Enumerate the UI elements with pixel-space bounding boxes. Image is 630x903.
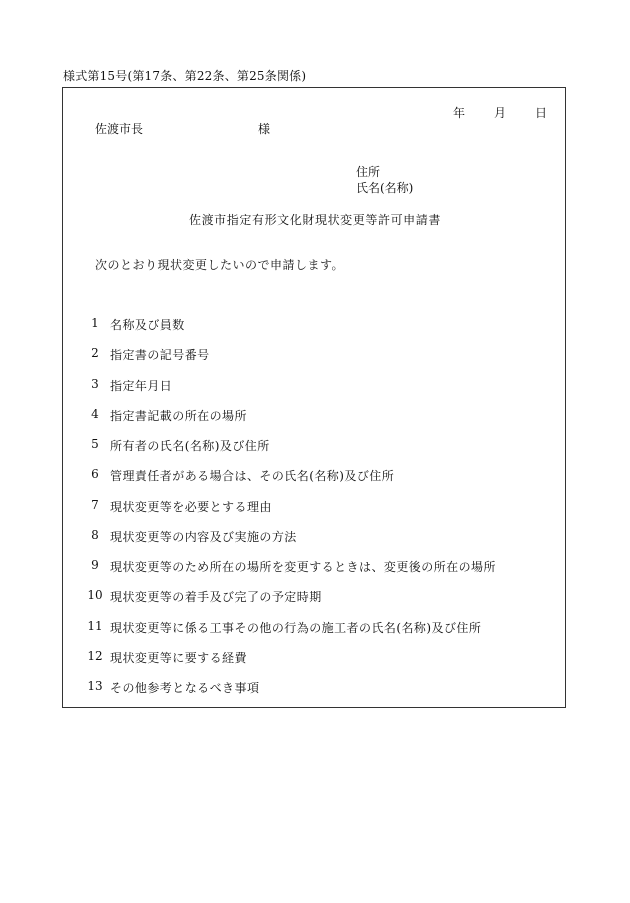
item-text: 指定年月日 <box>110 378 173 393</box>
list-item <box>80 377 560 407</box>
list-item <box>80 316 560 346</box>
item-text: 現状変更等の着手及び完了の予定時期 <box>110 590 322 605</box>
item-number: 12 <box>87 648 103 663</box>
item-number: 8 <box>91 527 99 542</box>
list-item <box>80 528 560 558</box>
list-item <box>80 467 560 497</box>
item-text: その他参考となるべき事項 <box>110 681 260 695</box>
form-number: 様式第15号(第17条、第22条、第25条関係) <box>63 69 307 83</box>
list-item <box>80 558 560 588</box>
item-text: 名称及び員数 <box>110 318 185 332</box>
item-number: 6 <box>91 467 99 482</box>
applicant-block <box>356 164 413 196</box>
item-text: 現状変更等の内容及び実施の方法 <box>110 529 297 544</box>
list-item <box>80 679 560 709</box>
date-day-label: 日 <box>535 106 548 120</box>
item-number: 2 <box>91 346 99 361</box>
item-text: 所有者の氏名(名称)及び住所 <box>110 439 270 453</box>
item-number: 10 <box>87 588 103 603</box>
item-number: 7 <box>91 497 99 512</box>
item-text: 現状変更等のため所在の場所を変更するときは、変更後の所在の場所 <box>110 560 496 574</box>
item-number: 9 <box>91 558 99 572</box>
addressee-name: 佐渡市長 <box>95 122 144 136</box>
item-number: 5 <box>91 437 99 451</box>
item-text: 現状変更等を必要とする理由 <box>110 499 272 514</box>
item-text: 現状変更等に要する経費 <box>110 650 247 665</box>
list-item <box>80 437 560 467</box>
list-item <box>80 346 560 376</box>
applicant-name-label: 氏名(名称) <box>356 181 414 195</box>
item-text: 管理責任者がある場合は、その氏名(名称)及び住所 <box>110 469 395 484</box>
item-text: 指定書記載の所在の場所 <box>110 408 247 423</box>
date-year-label: 年 <box>453 106 466 120</box>
addressee-honorific: 様 <box>258 122 271 136</box>
list-item <box>80 498 560 528</box>
item-number: 4 <box>91 406 99 421</box>
item-list <box>80 316 560 709</box>
intro-text: 次のとおり現状変更したいので申請します。 <box>95 258 345 272</box>
list-item <box>80 588 560 618</box>
list-item <box>80 407 560 437</box>
applicant-address-label: 住所 <box>356 165 381 179</box>
document-title: 佐渡市指定有形文化財現状変更等許可申請書 <box>188 213 441 227</box>
date-month-label: 月 <box>494 106 507 120</box>
list-item <box>80 619 560 649</box>
item-text: 指定書の記号番号 <box>110 348 210 363</box>
list-item <box>80 649 560 679</box>
item-number: 3 <box>91 376 99 391</box>
item-text: 現状変更等に係る工事その他の行為の施工者の氏名(名称)及び住所 <box>110 620 482 635</box>
item-number: 1 <box>91 316 99 330</box>
item-number: 13 <box>87 679 103 693</box>
item-number: 11 <box>87 618 103 633</box>
